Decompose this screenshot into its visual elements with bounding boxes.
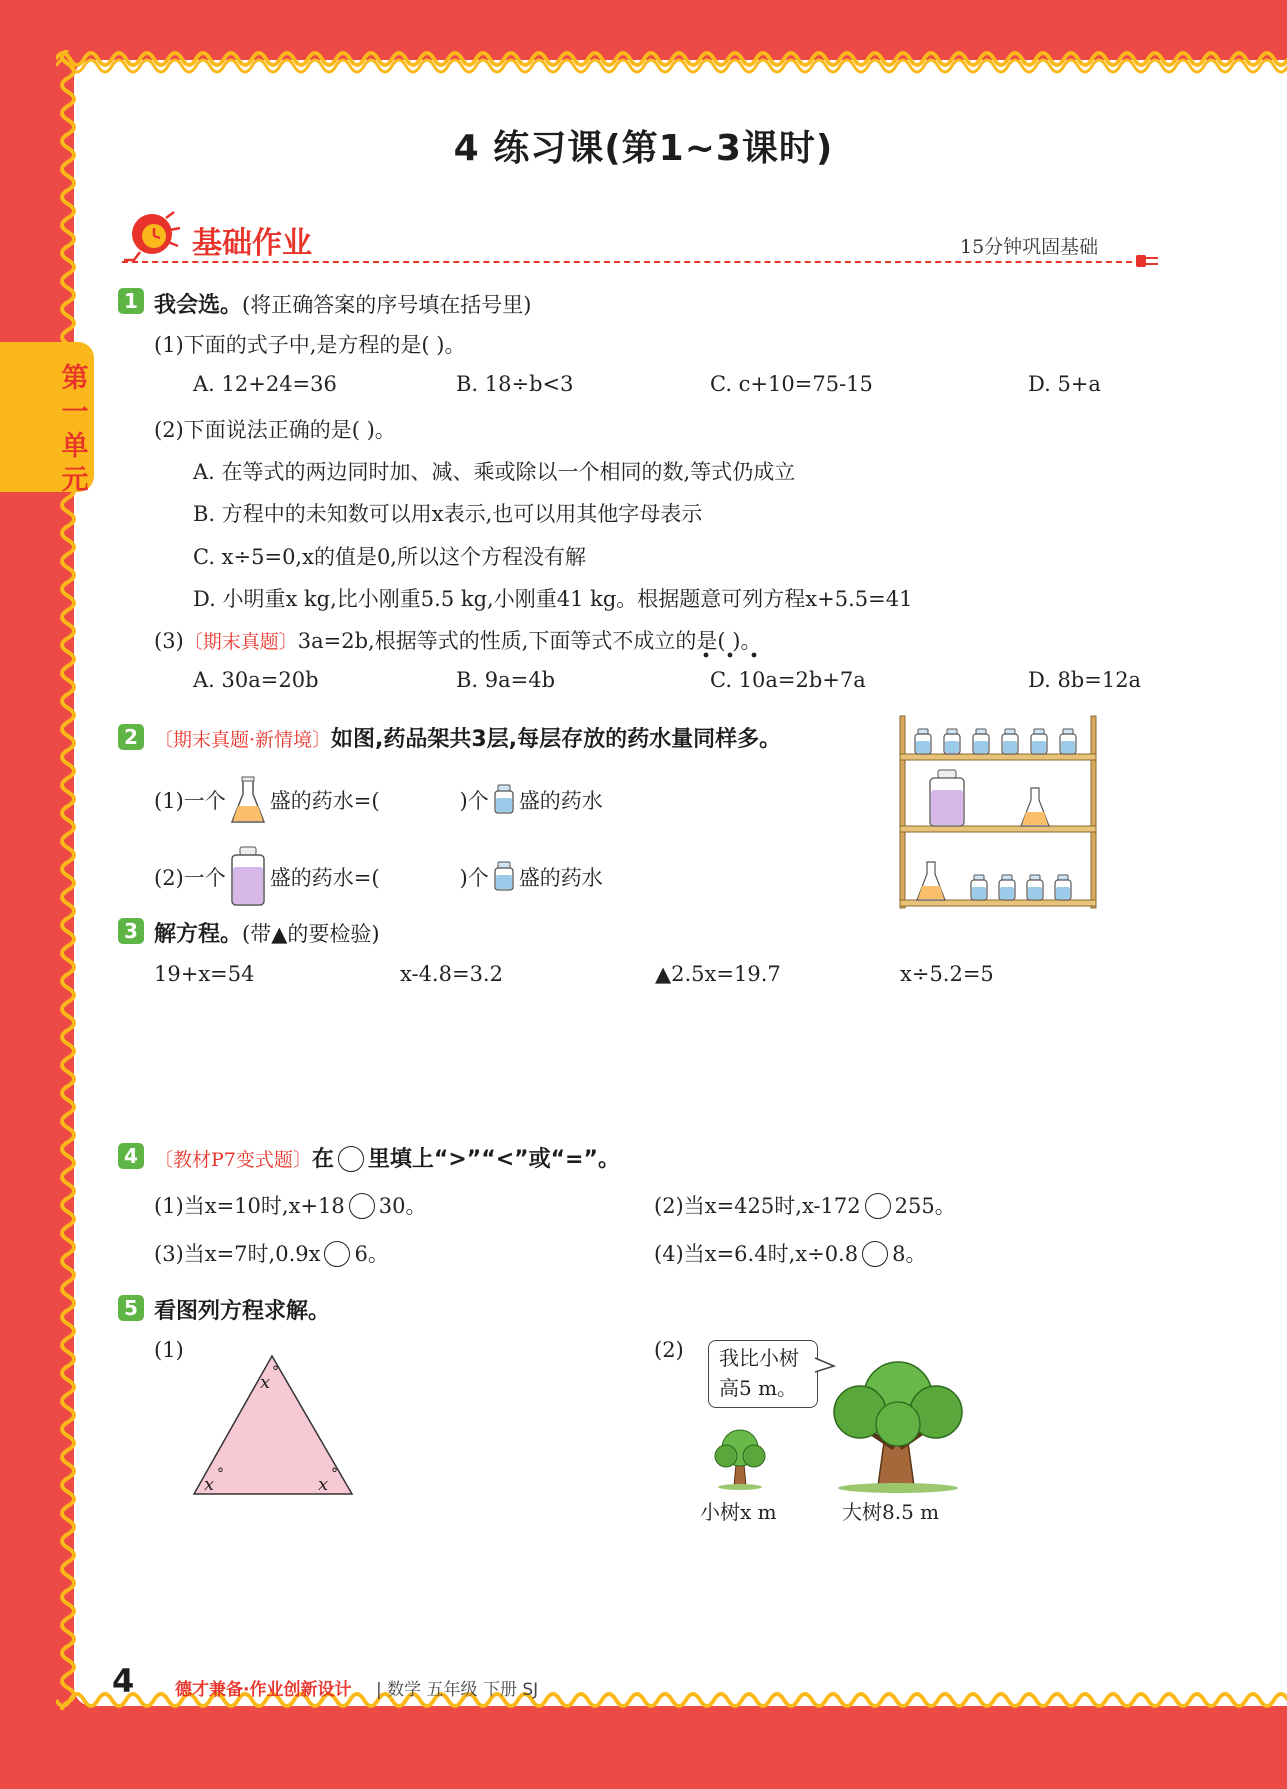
blank-circle: [862, 1241, 888, 1267]
q2-sub2: [154, 845, 603, 907]
q2-sub1-text-a: (1)一个: [154, 789, 226, 813]
blank-circle: [865, 1193, 891, 1219]
q3-equation-1: 19+x=54: [154, 962, 255, 986]
divider-end-plug-icon: [1134, 254, 1160, 268]
q4-item-2-value: 255。: [894, 1194, 956, 1218]
question-4-tag: 〔教材P7变式题〕: [154, 1149, 312, 1171]
q4-item-2: [654, 1190, 956, 1220]
triangle-angle-right-degree: °: [331, 1466, 338, 1482]
q3-equation-3: ▲2.5x=19.7: [655, 962, 781, 986]
q2-sub1-text-b: 盛的药水=(: [269, 789, 380, 813]
q1-sub2-option-b: B. 方程中的未知数可以用x表示,也可以用其他字母表示: [193, 502, 703, 526]
triangle-angle-top: x: [260, 1372, 271, 1393]
unit-side-tab-label: 第一单元: [61, 363, 89, 496]
section-divider: [122, 261, 1142, 263]
q1-sub2-stem: (2)下面说法正确的是( )。: [154, 418, 396, 442]
question-2-heading: [154, 722, 781, 753]
footer-book-info: | 数学 五年级 下册 SJ: [376, 1680, 539, 1700]
q3-equation-2: x-4.8=3.2: [400, 962, 503, 986]
q4-item-4-expression: (4)当x=6.4时,x÷0.8: [654, 1242, 859, 1266]
q5-sub2-label: (2): [654, 1338, 684, 1362]
q2-sub2-text-d: 盛的药水: [518, 866, 603, 890]
q1-sub3-option-a: A. 30a=20b: [193, 668, 319, 692]
q1-sub1-stem: (1)下面的式子中,是方程的是( )。: [154, 333, 466, 357]
section-title: 基础作业: [192, 226, 312, 261]
wavy-border-left: [52, 50, 82, 1710]
q1-sub1-option-b: B. 18÷b<3: [456, 372, 574, 396]
flask-icon: [230, 776, 266, 826]
blank-circle: [338, 1146, 364, 1172]
question-3-title: 解方程。: [154, 922, 243, 947]
q4-item-3-value: 6。: [354, 1242, 389, 1266]
triangle-angle-left-degree: °: [217, 1466, 224, 1482]
question-number-5: 5: [118, 1295, 144, 1321]
emphasis-dots: [700, 650, 766, 660]
question-1-title: 我会选。: [154, 293, 243, 318]
question-4-title-a: 在: [311, 1147, 334, 1172]
large-jar-icon: [230, 845, 266, 907]
question-4-heading: [154, 1142, 620, 1173]
small-bottle-icon: [493, 861, 515, 893]
q1-sub3-option-c: C. 10a=2b+7a: [710, 668, 866, 692]
q1-sub3-emphasis: 不成立: [612, 629, 676, 653]
section-note: 15分钟巩固基础: [960, 236, 1099, 258]
q1-sub1-option-d: D. 5+a: [1028, 372, 1101, 396]
q4-item-2-expression: (2)当x=425时,x-172: [654, 1194, 861, 1218]
q4-item-1: [154, 1190, 426, 1220]
question-2-tag: 〔期末真题·新情境〕: [154, 729, 332, 751]
speech-bubble: [708, 1340, 818, 1408]
page-number: 4: [112, 1662, 135, 1700]
q4-item-3-expression: (3)当x=7时,0.9x: [154, 1242, 321, 1266]
q2-sub2-text-a: (2)一个: [154, 866, 226, 890]
question-3-heading: [154, 917, 380, 948]
q1-sub3-option-b: B. 9a=4b: [456, 668, 556, 692]
q1-sub2-option-d: D. 小明重x kg,比小刚重5.5 kg,小刚重41 kg。根据题意可列方程x+5.5=41: [193, 587, 913, 611]
q1-sub3-option-d: D. 8b=12a: [1028, 668, 1142, 692]
question-number-1: 1: [118, 288, 144, 314]
q2-sub1: [154, 776, 603, 826]
speech-line-1: 我比小树: [719, 1346, 799, 1370]
triangle-angle-left: x: [204, 1474, 215, 1495]
q3-equation-4: x÷5.2=5: [900, 962, 994, 986]
q1-sub1-option-a: A. 12+24=36: [193, 372, 337, 396]
q1-sub3-tag: 〔期末真题〕: [183, 631, 298, 653]
question-4-title-b: 里填上“>”“<”或“=”。: [367, 1147, 620, 1172]
q4-item-4-value: 8。: [892, 1242, 927, 1266]
question-3-instruction: (带▲的要检验): [242, 922, 380, 946]
q1-sub2-option-c: C. x÷5=0,x的值是0,所以这个方程没有解: [193, 545, 586, 569]
small-tree-label: 小树x m: [700, 1500, 777, 1524]
q1-sub3-stem: [154, 625, 761, 655]
q4-item-3: [154, 1238, 389, 1268]
question-5-heading: [154, 1294, 330, 1325]
q5-sub1-label: (1): [154, 1338, 184, 1362]
footer-brand: 德才兼备·作业创新设计: [175, 1680, 352, 1700]
wavy-border-top: [56, 44, 1287, 74]
q2-sub2-text-b: 盛的药水=(: [269, 866, 380, 890]
q1-sub3-text-before: 3a=2b,根据等式的性质,下面等式: [297, 629, 613, 653]
small-tree-illustration: [710, 1424, 770, 1490]
question-number-3: 3: [118, 918, 144, 944]
question-2-title: 如图,药品架共3层,每层存放的药水量同样多。: [331, 727, 782, 752]
q1-sub3-prefix: (3): [154, 629, 184, 653]
alarm-clock-icon: [118, 208, 184, 264]
big-tree-label: 大树8.5 m: [842, 1500, 940, 1524]
q1-sub2-option-a: A. 在等式的两边同时加、减、乘或除以一个相同的数,等式仍成立: [193, 460, 796, 484]
big-tree-illustration: [826, 1352, 970, 1494]
question-number-2: 2: [118, 724, 144, 750]
blank-circle: [349, 1193, 375, 1219]
q4-item-4: [654, 1238, 926, 1268]
question-5-title: 看图列方程求解。: [154, 1299, 331, 1324]
q4-item-1-expression: (1)当x=10时,x+18: [154, 1194, 345, 1218]
q4-item-1-value: 30。: [378, 1194, 427, 1218]
q2-sub2-text-c: )个: [459, 866, 489, 890]
triangle-angle-top-degree: °: [272, 1364, 279, 1380]
speech-line-2: 高5 m。: [719, 1376, 798, 1400]
small-bottle-icon: [493, 784, 515, 816]
blank-circle: [324, 1241, 350, 1267]
medicine-shelf-illustration: [898, 714, 1098, 910]
q1-sub3-text-after: 的是( )。: [675, 629, 762, 653]
q2-sub1-text-c: )个: [459, 789, 489, 813]
question-number-4: 4: [118, 1143, 144, 1169]
question-1-instruction: (将正确答案的序号填在括号里): [242, 293, 532, 317]
q2-sub1-text-d: 盛的药水: [518, 789, 603, 813]
page-title: 4 练习课(第1~3课时): [453, 128, 834, 169]
triangle-angle-right: x: [318, 1474, 329, 1495]
q1-sub1-option-c: C. c+10=75-15: [710, 372, 873, 396]
question-1-heading: [154, 288, 531, 319]
